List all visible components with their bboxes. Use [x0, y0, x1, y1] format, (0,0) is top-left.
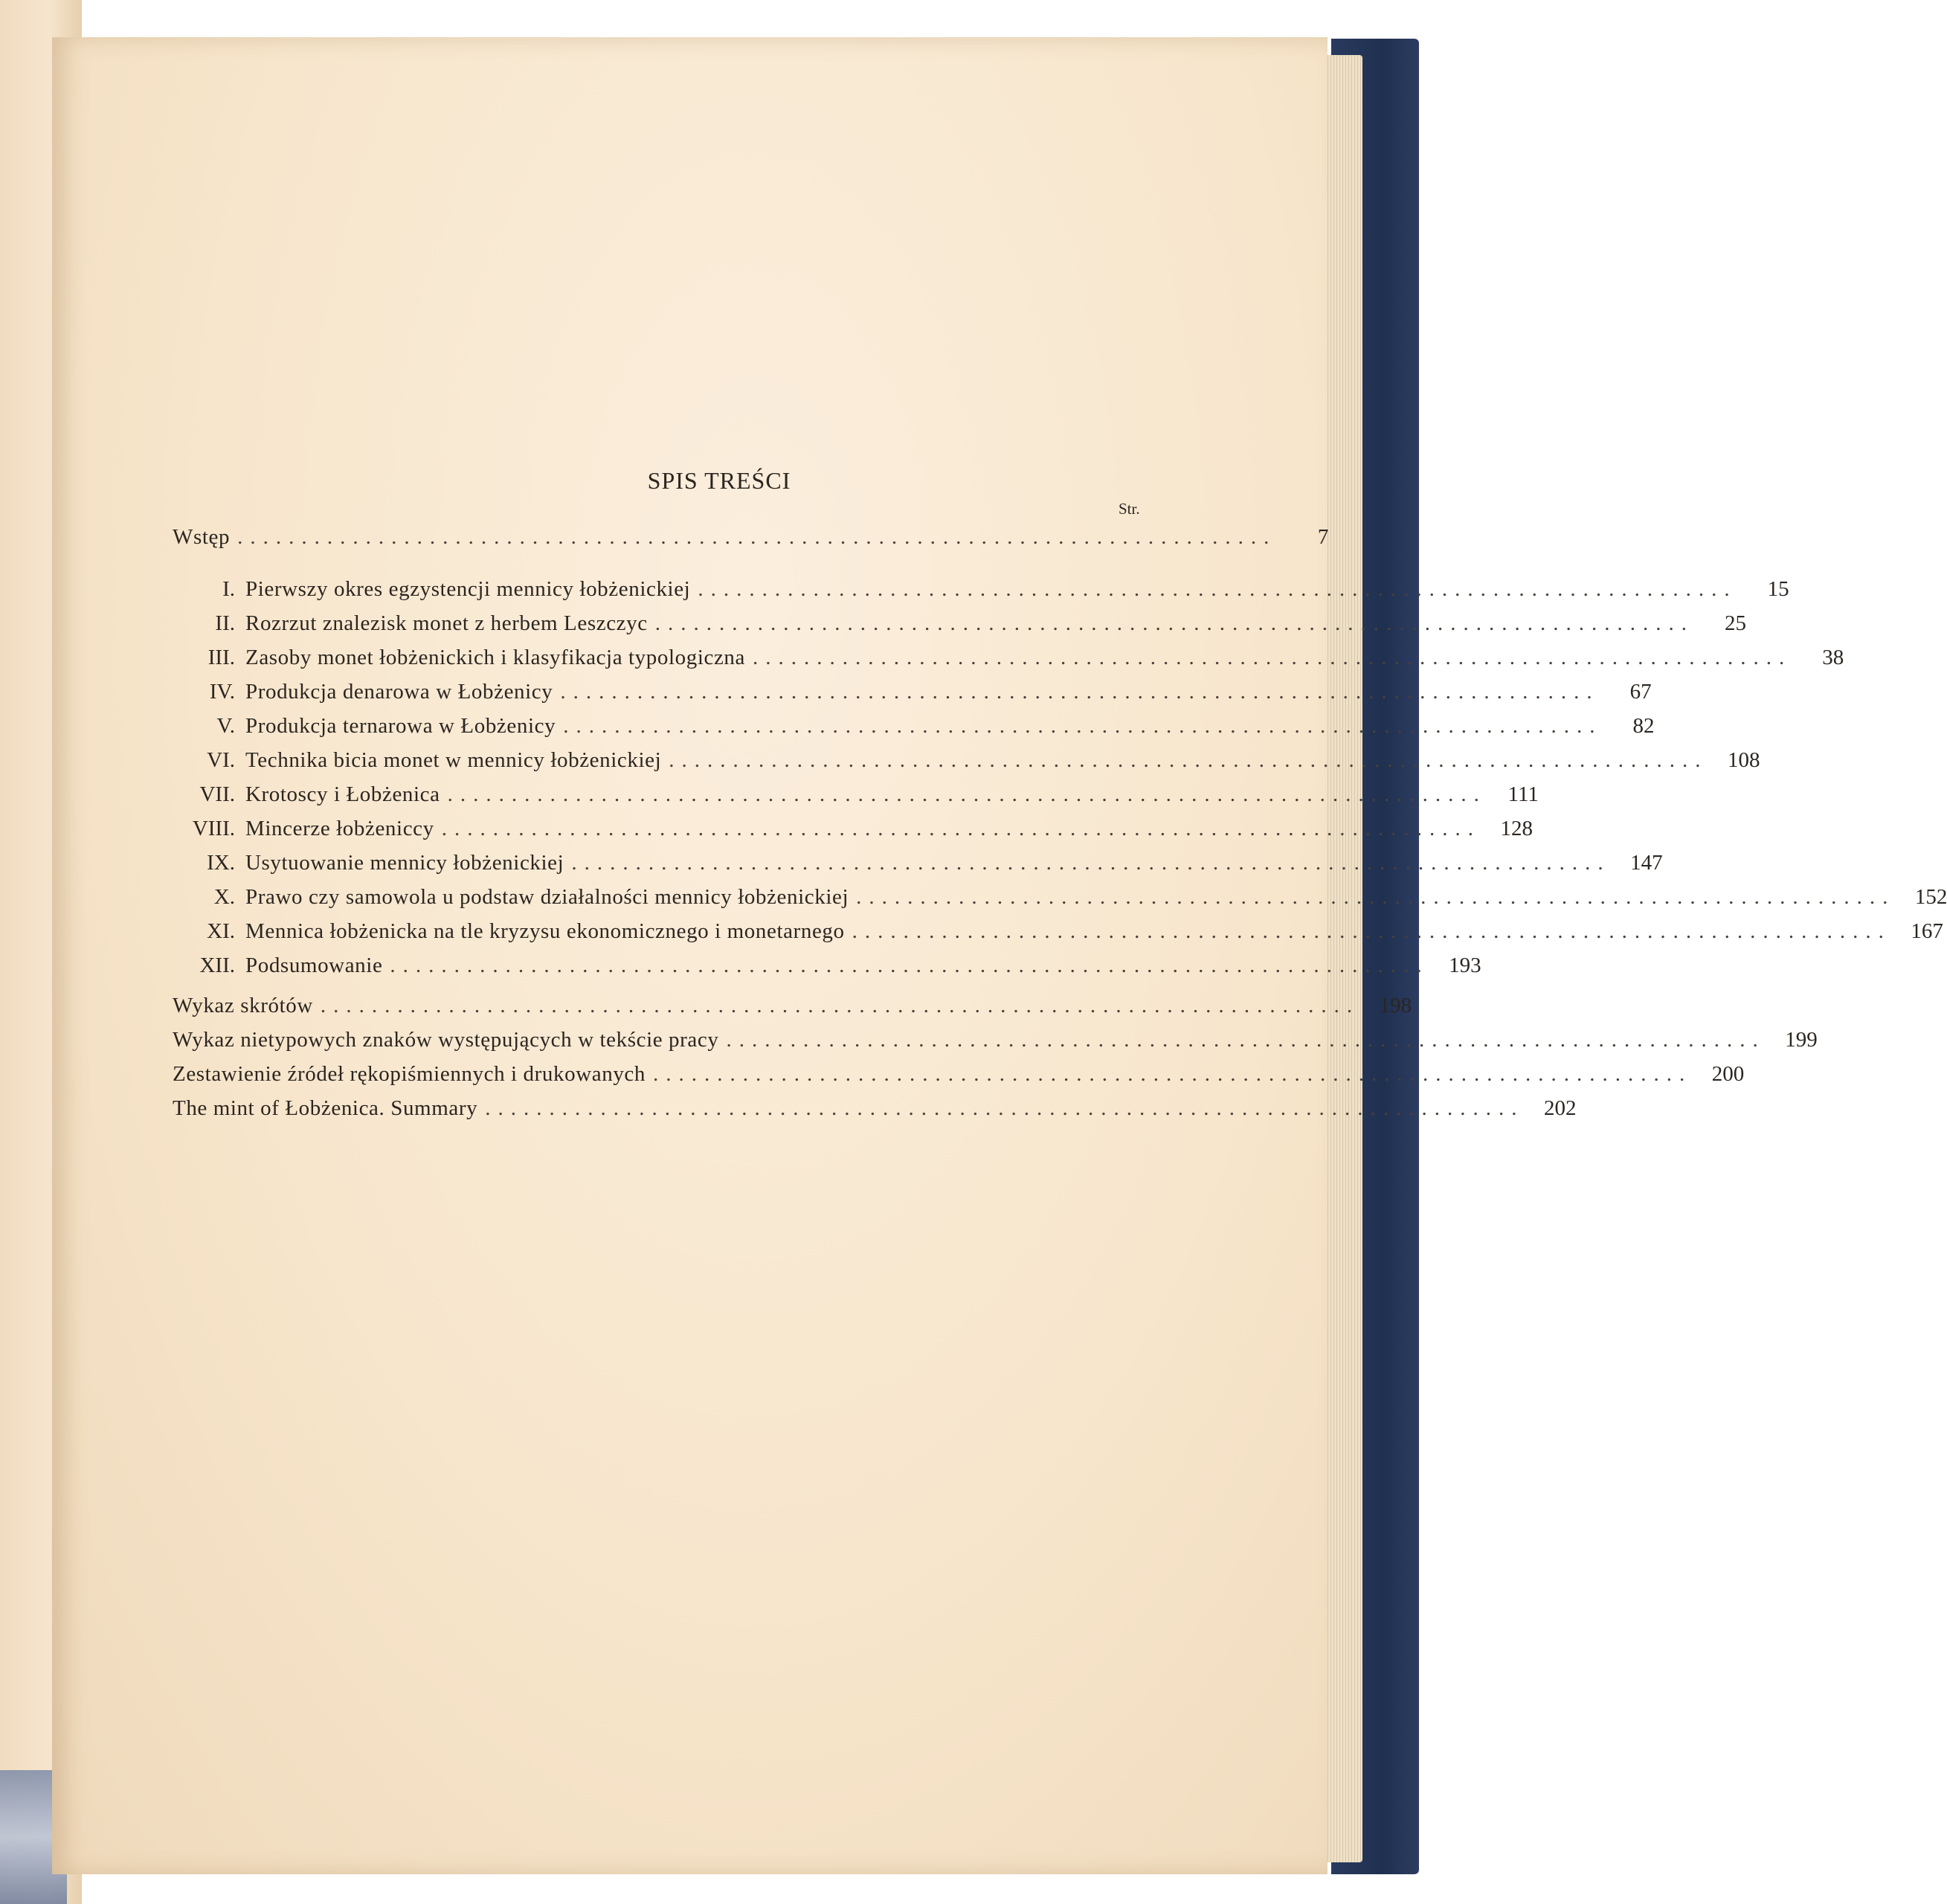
toc-entry-number: XII. — [199, 953, 235, 977]
toc-entry-label: Technika bicia monet w mennicy łobżenickiej — [245, 748, 662, 772]
leader-dots: ................................................................................. — [320, 994, 1360, 1017]
toc-entry — [173, 1062, 1745, 1093]
toc-entry-label: Wykaz nietypowych znaków występujących w tekście pracy — [173, 1028, 719, 1052]
toc-entry-page: 147 — [1630, 851, 1663, 875]
toc-entry — [173, 748, 1760, 779]
toc-entry-page: 67 — [1629, 680, 1652, 704]
toc-entry-number: VI. — [207, 748, 235, 772]
toc-entry-number: XI. — [207, 919, 235, 943]
leader-dots: ................................................................................. — [237, 525, 1277, 549]
toc-entry-label: Rozrzut znalezisk monet z herbem Leszczyc — [245, 611, 648, 635]
toc-entry — [173, 680, 1652, 711]
toc-entry-label: Krotoscy i Łobżenica — [245, 782, 440, 806]
toc-entry-page: 167 — [1911, 919, 1943, 943]
toc-entry-page: 128 — [1500, 817, 1533, 840]
toc-entry — [173, 1028, 1818, 1059]
toc-entry-label: Usytuowanie mennicy łobżenickiej — [245, 851, 564, 875]
toc-entry-label: Zasoby monet łobżenickich i klasyfikacja typologiczna — [245, 646, 746, 669]
toc-entry — [173, 994, 1412, 1025]
toc-entry-label: Wykaz skrótów — [173, 994, 313, 1017]
leader-dots: ................................................................................. — [654, 611, 1694, 635]
toc-entry-number: I. — [222, 577, 235, 601]
toc-entry-label: Produkcja denarowa w Łobżenicy — [245, 680, 553, 704]
toc-title: SPIS TREŚCI — [647, 467, 791, 494]
toc-entry — [173, 714, 1655, 745]
toc-entry-label: Produkcja ternarowa w Łobżenicy — [245, 714, 556, 738]
toc-entry-label: Podsumowanie — [245, 953, 383, 977]
toc-entry-page: 193 — [1449, 953, 1481, 977]
toc-entry — [173, 525, 1329, 556]
toc-entry-label: Pierwszy okres egzystencji mennicy łobżenickiej — [245, 577, 691, 601]
toc-entry-label: The mint of Łobżenica. Summary — [173, 1096, 478, 1120]
toc-entry-page: 202 — [1543, 1096, 1577, 1120]
toc-entry-page: 111 — [1507, 782, 1539, 806]
leader-dots: ................................................................................. — [726, 1028, 1766, 1052]
toc-entry-label: Zestawienie źródeł rękopiśmiennych i drukowanych — [173, 1062, 646, 1086]
toc-entry-number: IV. — [209, 680, 235, 704]
toc-entry-number: IX. — [207, 851, 235, 875]
toc-entry-page: 38 — [1822, 646, 1844, 669]
leader-dots: ................................................................................. — [753, 646, 1792, 669]
toc-entry — [173, 577, 1789, 608]
leader-dots: ................................................................................. — [852, 919, 1891, 943]
toc-entry-label: Mennica łobżenicka na tle kryzysu ekonomicznego i monetarnego — [245, 919, 845, 943]
toc-entry — [173, 919, 1943, 951]
leader-dots: ................................................................................. — [698, 577, 1737, 601]
toc-entry-number: VII. — [199, 782, 235, 806]
toc-entry-label: Mincerze łobżeniccy — [245, 817, 434, 840]
toc-entry-number: VIII. — [192, 817, 235, 840]
toc-entry-number: II. — [215, 611, 235, 635]
toc-entry-page: 108 — [1728, 748, 1760, 772]
toc-entry-page: 7 — [1317, 525, 1329, 549]
leader-dots: ................................................................................. — [563, 714, 1603, 738]
toc-entry — [173, 1096, 1577, 1128]
leader-dots: ................................................................................. — [571, 851, 1611, 875]
toc-entry-label: Wstęp — [173, 525, 231, 549]
leader-dots: ................................................................................. — [441, 817, 1481, 840]
toc-entry — [173, 851, 1663, 882]
toc-entry — [173, 953, 1481, 985]
toc-entry-page: 25 — [1724, 611, 1746, 635]
toc-entry-page: 152 — [1914, 885, 1947, 909]
toc-entry — [173, 817, 1533, 848]
toc-entry-number: III. — [207, 646, 235, 669]
toc-entry-label: Prawo czy samowola u podstaw działalności mennicy łobżenickiej — [245, 885, 849, 909]
toc-entry — [173, 782, 1539, 814]
toc-entry-page: 15 — [1767, 577, 1789, 601]
toc-entry-page: 199 — [1785, 1028, 1818, 1052]
leader-dots: ................................................................................. — [856, 885, 1896, 909]
leader-dots: ................................................................................. — [653, 1062, 1693, 1086]
leader-dots: ................................................................................. — [447, 782, 1487, 806]
toc-entry-page: 198 — [1379, 994, 1412, 1017]
toc-entry — [173, 885, 1947, 916]
toc-entry — [173, 646, 1844, 677]
toc-entry-page: 200 — [1711, 1062, 1745, 1086]
page-column-header: Str. — [1119, 500, 1140, 518]
leader-dots: ................................................................................. — [560, 680, 1600, 704]
leader-dots: ................................................................................. — [669, 748, 1708, 772]
toc-entry-number: V. — [216, 714, 235, 738]
toc-entry-page: 82 — [1632, 714, 1655, 738]
toc-entry-number: X. — [213, 885, 235, 909]
leader-dots: ................................................................................. — [390, 953, 1429, 977]
toc-entry — [173, 611, 1746, 643]
leader-dots: ................................................................................. — [485, 1096, 1525, 1120]
